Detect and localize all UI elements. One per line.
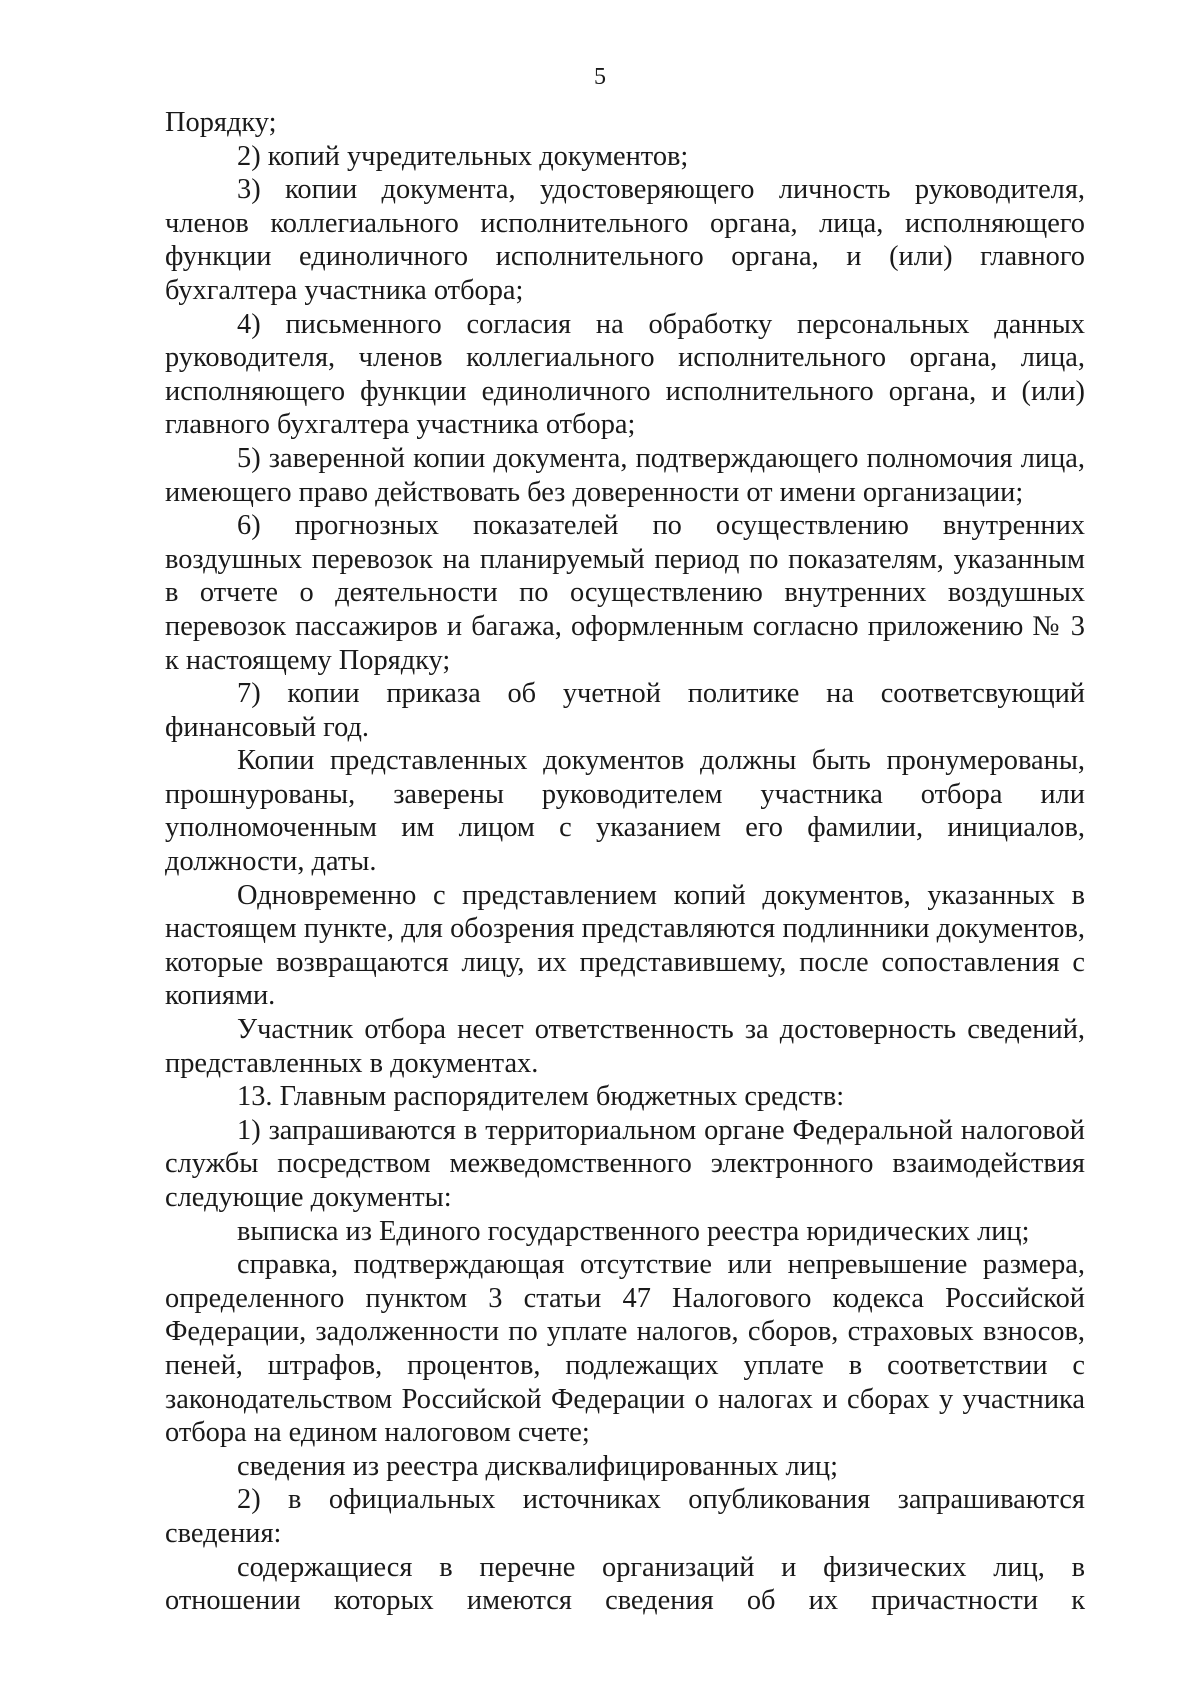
paragraph: Копии представленных документов должны быть пронумерованы, прошнурованы, заверены руководителем участника отбора или уполномоченным им лицом с указанием его фамилии, инициалов, должности, даты. (165, 745, 1085, 878)
paragraph: выписка из Единого государственного реестра юридических лиц; (237, 1215, 1030, 1247)
paragraph: 4) письменного согласия на обработку персональных данных руководителя, членов коллегиального исполнительного органа, лица, исполняющего функции единоличного исполнительного органа, и (или) главного бухгалтера участника отбора; (165, 308, 1085, 441)
paragraph: 13. Главным распорядителем бюджетных средств: (237, 1081, 845, 1113)
paragraph: Участник отбора несет ответственность за достоверность сведений, представленных в документах. (165, 1014, 1085, 1079)
paragraph: 2) в официальных источниках опубликования запрашиваются сведения: (165, 1484, 1085, 1549)
paragraph: Порядку; (165, 107, 277, 138)
paragraph: справка, подтверждающая отсутствие или непревышение размера, определенного пунктом 3 статьи 47 Налогового кодекса Российской Федерации, задолженности по уплате налогов, сборов, страховых взносов, пеней, штрафов, процентов, подлежащих уплате в соответствии с законодательством Российской Федерации о налогах и сборах у участника отбора на едином налоговом счете; (165, 1249, 1085, 1449)
paragraph: Одновременно с представлением копий документов, указанных в настоящем пункте, для обозрения представляются подлинники документов, которые возвращаются лицу, их представившему, после сопоставления с копиями. (165, 879, 1085, 1012)
paragraph: 1) запрашиваются в территориальном органе Федеральной налоговой службы посредством межведомственного электронного взаимодействия следующие документы: (165, 1114, 1085, 1213)
paragraph: сведения из реестра дисквалифицированных лиц; (237, 1450, 838, 1482)
paragraph: содержащиеся в перечне организаций и физических лиц, в отношении которых имеются сведения об их причастности к (165, 1551, 1085, 1617)
paragraph: 5) заверенной копии документа, подтверждающего полномочия лица, имеющего право действовать без доверенности от имени организации; (165, 442, 1085, 508)
paragraph: 3) копии документа, удостоверяющего личность руководителя, членов коллегиального исполнительного органа, лица, исполняющего функции единоличного исполнительного органа, и (или) главного бухгалтера участника отбора; (165, 174, 1085, 306)
paragraph: 2) копий учредительных документов; (237, 140, 689, 172)
paragraph: 7) копии приказа об учетной политике на соответсвующий финансовый год. (165, 678, 1085, 743)
page-number: 5 (594, 64, 606, 90)
paragraph: 6) прогнозных показателей по осуществлению внутренних воздушных перевозок на планируемый период по показателям, указанным в отчете о деятельности по осуществлению внутренних воздушных перевозок пассажиров и багажа, оформленным согласно приложению № 3 к настоящему Порядку; (165, 510, 1085, 676)
document-body (165, 106, 1085, 1618)
